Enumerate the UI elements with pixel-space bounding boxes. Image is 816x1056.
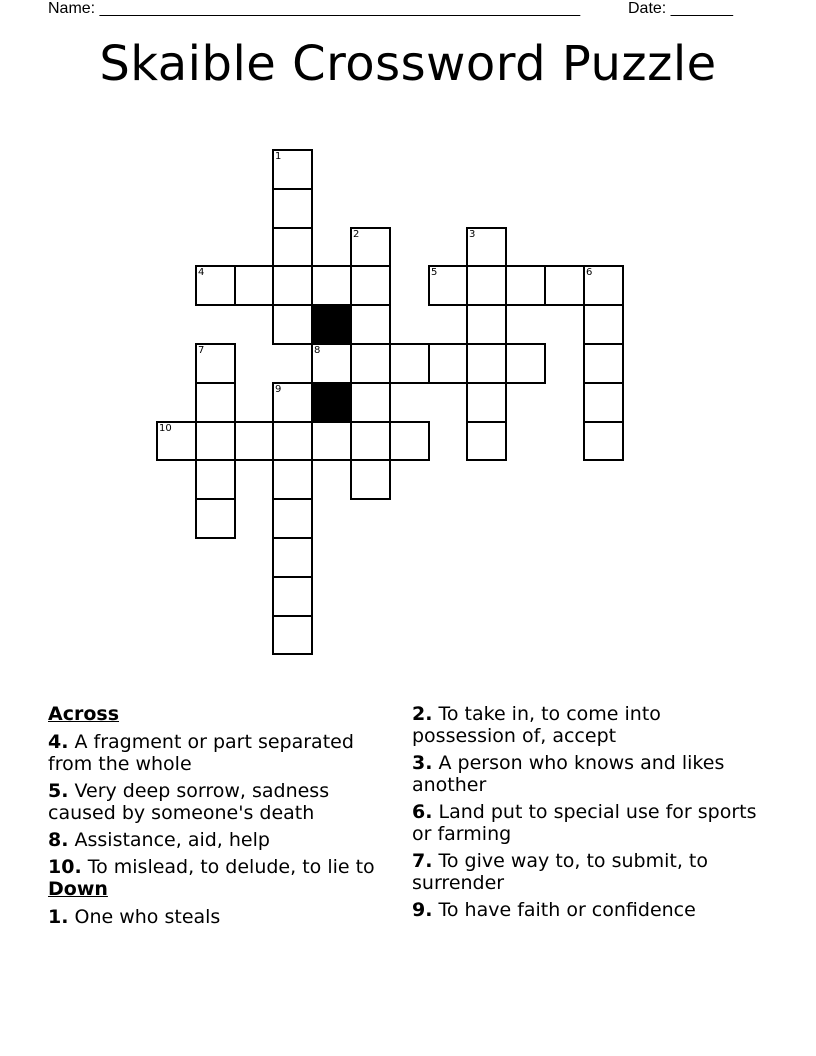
grid-cell[interactable] <box>272 227 313 267</box>
grid-cell[interactable] <box>272 265 313 306</box>
grid-cell[interactable] <box>583 304 624 345</box>
clues-right-column <box>412 703 762 921</box>
clue-down-7: 7. To give way to, to submit, to surrender <box>412 850 708 894</box>
grid-cell[interactable] <box>272 615 313 655</box>
grid-cell[interactable] <box>505 343 546 384</box>
grid-cell[interactable] <box>466 227 507 267</box>
grid-cell[interactable] <box>272 149 313 190</box>
grid-cell[interactable] <box>466 265 507 306</box>
grid-cell[interactable] <box>350 343 391 384</box>
clue-down-9: 9. To have faith or confidence <box>412 899 696 921</box>
down-heading: Down <box>48 878 108 900</box>
clue-number: 4 <box>198 267 205 278</box>
grid-cell[interactable] <box>272 498 313 539</box>
grid-cell[interactable] <box>311 343 352 384</box>
grid-cell[interactable] <box>272 421 313 461</box>
grid-cell[interactable] <box>156 421 197 461</box>
grid-cell[interactable] <box>272 576 313 617</box>
grid-cell[interactable] <box>544 265 585 306</box>
page-title: Skaible Crossword Puzzle <box>99 36 717 92</box>
clue-down-3: 3. A person who knows and likes another <box>412 752 725 796</box>
grid-cell[interactable] <box>389 343 430 384</box>
clue-number: 2 <box>353 229 360 240</box>
clue-across-8: 8. Assistance, aid, help <box>48 829 270 851</box>
clue-number: 6 <box>586 267 593 278</box>
across-heading: Across <box>48 703 120 725</box>
grid-cell[interactable] <box>234 265 274 306</box>
clue-across-4: 4. A fragment or part separated from the whole <box>48 731 354 775</box>
clue-down-2: 2. To take in, to come into possession of, accept <box>412 703 661 747</box>
clue-down-1: 1. One who steals <box>48 906 221 928</box>
clue-number: 3 <box>469 229 476 240</box>
grid-cell[interactable] <box>350 265 391 306</box>
grid-cell[interactable] <box>389 421 430 461</box>
grid-cell[interactable] <box>272 537 313 578</box>
clue-number: 7 <box>198 345 205 356</box>
grid-cell[interactable] <box>195 459 236 500</box>
grid-cell[interactable] <box>466 304 507 345</box>
clue-number: 9 <box>275 384 282 395</box>
grid-cell[interactable] <box>466 343 507 384</box>
grid-cell[interactable] <box>350 459 391 500</box>
grid-cell[interactable] <box>195 498 236 539</box>
grid-cell[interactable] <box>195 382 236 423</box>
grid-cell[interactable] <box>272 188 313 229</box>
date-field[interactable]: Date: _______ <box>628 0 733 17</box>
black-square <box>311 304 352 345</box>
clue-down-6: 6. Land put to special use for sports or farming <box>412 801 757 845</box>
grid-cell[interactable] <box>195 421 236 461</box>
clue-number: 10 <box>159 423 172 434</box>
grid-cell[interactable] <box>350 304 391 345</box>
grid-cell[interactable] <box>583 343 624 384</box>
grid-cell[interactable] <box>272 382 313 423</box>
clue-number: 8 <box>314 345 321 356</box>
grid-cell[interactable] <box>350 421 391 461</box>
grid-cell[interactable] <box>195 265 236 306</box>
grid-cell[interactable] <box>311 421 352 461</box>
black-square <box>311 382 352 423</box>
grid-cell[interactable] <box>234 421 274 461</box>
grid-cell[interactable] <box>583 265 624 306</box>
clue-number: 5 <box>431 267 438 278</box>
clue-across-10: 10. To mislead, to delude, to lie to <box>48 856 375 878</box>
grid-cell[interactable] <box>466 382 507 423</box>
grid-cell[interactable] <box>195 343 236 384</box>
grid-cell[interactable] <box>583 421 624 461</box>
name-field[interactable]: Name: ______________________________________________________ <box>48 0 581 17</box>
grid-cell[interactable] <box>505 265 546 306</box>
grid-cell[interactable] <box>350 227 391 267</box>
grid-cell[interactable] <box>466 421 507 461</box>
clue-number: 1 <box>275 151 282 162</box>
grid-cell[interactable] <box>350 382 391 423</box>
grid-cell[interactable] <box>272 304 313 345</box>
clues-left-column <box>48 703 393 928</box>
grid-cell[interactable] <box>428 265 468 306</box>
grid-cell[interactable] <box>311 265 352 306</box>
grid-cell[interactable] <box>272 459 313 500</box>
clue-across-5: 5. Very deep sorrow, sadness caused by someone's death <box>48 780 330 824</box>
grid-cell[interactable] <box>428 343 468 384</box>
grid-cell[interactable] <box>583 382 624 423</box>
